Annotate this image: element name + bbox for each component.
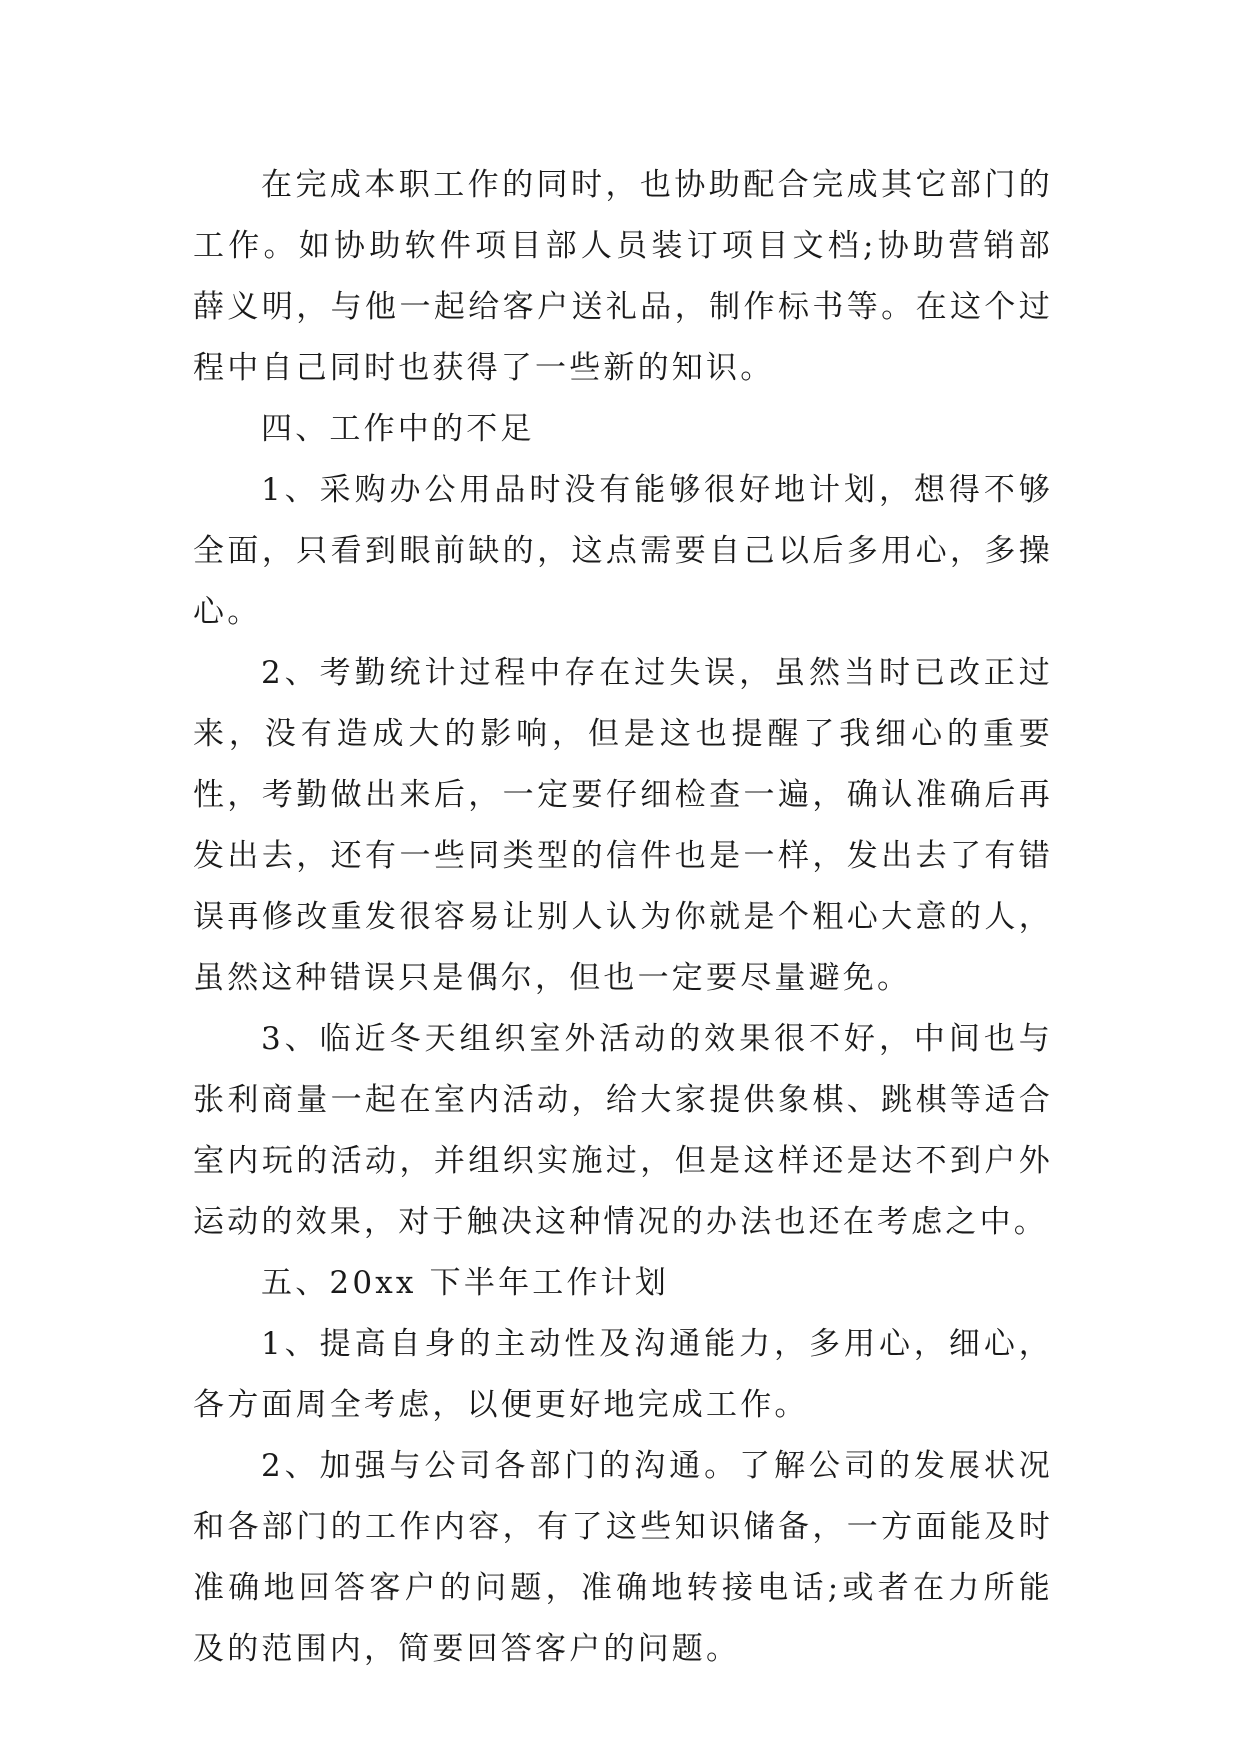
paragraph-plan-2: 2、加强与公司各部门的沟通。了解公司的发展状况和各部门的工作内容，有了这些知识储备，一方面能及时准确地回答客户的问题，准确地转接电话;或者在力所能及的范围内，简要回答客户的问题。 bbox=[193, 1448, 1053, 1667]
paragraph-cooperation: 在完成本职工作的同时，也协助配合完成其它部门的工作。如协助软件项目部人员装订项目文档;协助营销部薛义明，与他一起给客户送礼品，制作标书等。在这个过程中自己同时也获得了一些新的知识。 bbox=[193, 167, 1053, 386]
paragraph-shortcoming-2: 2、考勤统计过程中存在过失误，虽然当时已改正过来，没有造成大的影响，但是这也提醒了我细心的重要性，考勤做出来后，一定要仔细检查一遍，确认准确后再发出去，还有一些同类型的信件也是一样，发出去了有错误再修改重发很容易让别人认为你就是个粗心大意的人，虽然这种错误只是偶尔，但也一定要尽量避免。 bbox=[193, 655, 1053, 996]
paragraph-plan-1: 1、提高自身的主动性及沟通能力，多用心，细心，各方面周全考虑，以便更好地完成工作。 bbox=[193, 1326, 1053, 1423]
paragraph-shortcoming-1: 1、采购办公用品时没有能够很好地计划，想得不够全面，只看到眼前缺的，这点需要自己以后多用心，多操心。 bbox=[193, 472, 1053, 630]
document-body bbox=[193, 155, 1053, 1680]
section-heading-plan: 五、20xx 下半年工作计划 bbox=[261, 1265, 670, 1301]
paragraph-shortcoming-3: 3、临近冬天组织室外活动的效果很不好，中间也与张利商量一起在室内活动，给大家提供象棋、跳棋等适合室内玩的活动，并组织实施过，但是这样还是达不到户外运动的效果，对于触决这种情况的办法也还在考虑之中。 bbox=[193, 1021, 1053, 1240]
section-heading-shortcomings: 四、工作中的不足 bbox=[261, 411, 535, 447]
